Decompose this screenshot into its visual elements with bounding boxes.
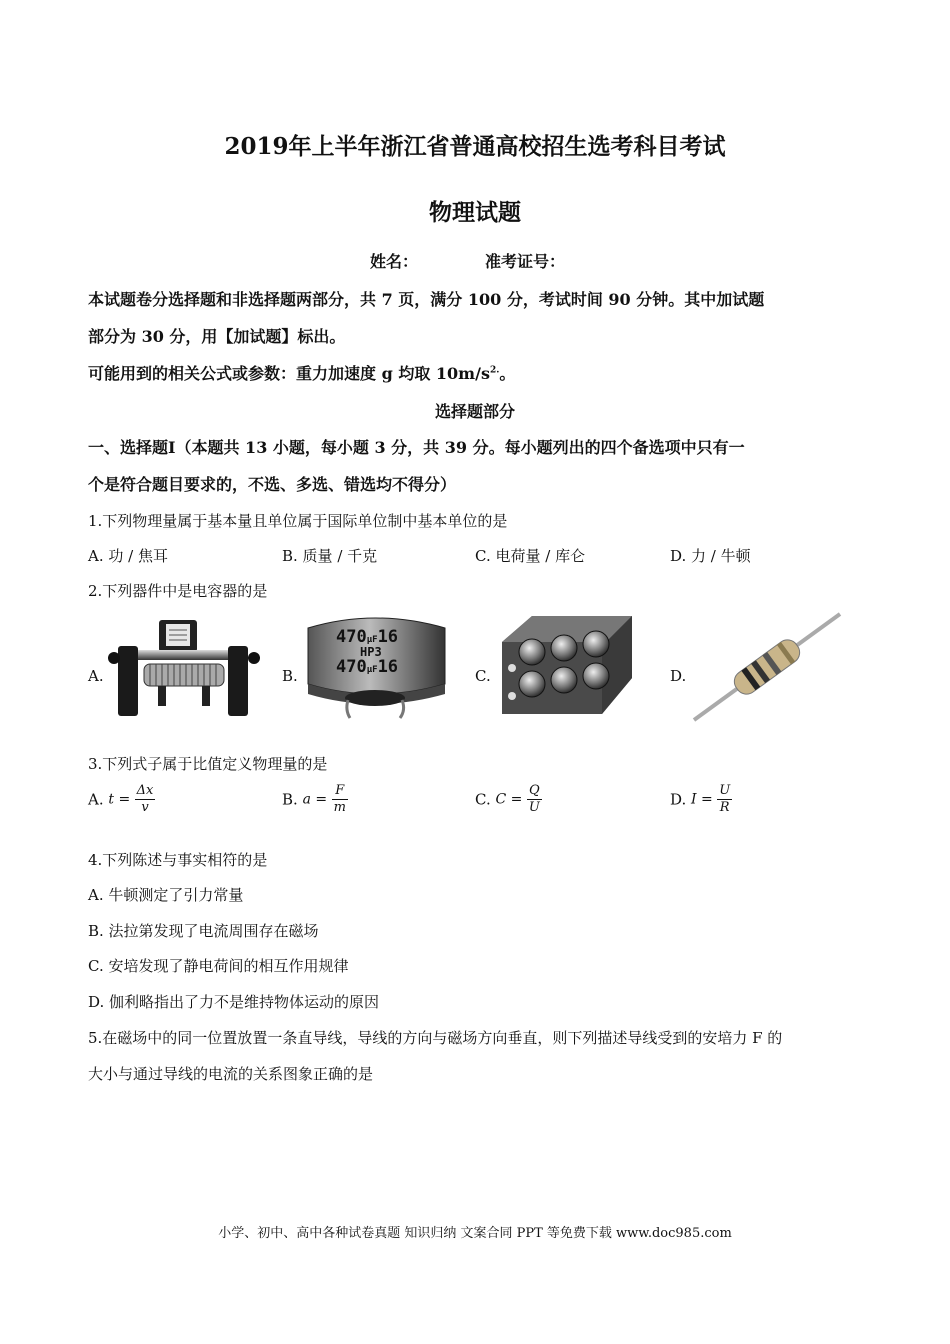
q4-option-b: B. 法拉第发现了电流周围存在磁场 (88, 922, 319, 940)
capacitor-label-top: 470μF16 (336, 627, 399, 647)
q5-stem-line-2: 大小与通过导线的电流的关系图象正确的是 (88, 1065, 374, 1083)
q1-option-b: B. 质量 / 千克 (282, 547, 378, 565)
exam-id-label: 准考证号： (485, 252, 566, 271)
resistance-box-image (492, 612, 642, 722)
q1-option-c: C. 电荷量 / 库仑 (475, 547, 586, 565)
capacitor-label-bottom: 470μF16 (336, 657, 399, 677)
q3-option-c: C. C = $\frac{Q}{U}$ (475, 783, 540, 815)
part1-instructions-1: 一、选择题Ⅰ（本题共 13 小题，每小题 3 分，共 39 分。每小题列出的四个备选项中只有一 (88, 438, 745, 457)
q3-option-d: D. I = $\frac{U}{R}$ (670, 783, 731, 815)
intro-line-3-sup: 2. (489, 365, 500, 376)
q1-option-a: A. 功 / 焦耳 (88, 547, 168, 565)
q3-label-d: D. (670, 790, 687, 809)
q3-option-b: B. a = $\frac{F}{m}$ (282, 783, 346, 815)
name-label: 姓名： (370, 252, 419, 271)
exam-subtitle: 物理试题 (429, 199, 521, 226)
page-footer: 小学、初中、高中各种试卷真题 知识归纳 文案合同 PPT 等免费下载 www.doc985.com (218, 1226, 732, 1241)
exam-title: 2019年上半年浙江省普通高校招生选考科目考试 (224, 133, 726, 160)
q3-formula-b-fraction: $\frac{F}{m}$ (333, 783, 346, 815)
intro-line-3-main: 可能用到的相关公式或参数：重力加速度 g 均取 10m/s (88, 364, 490, 383)
q3-label-b: B. (282, 790, 298, 809)
intro-line-2: 部分为 30 分，用【加试题】标出。 (88, 327, 346, 346)
q2-label-c: C. (475, 667, 491, 685)
q3-formula-d-fraction: $\frac{U}{R}$ (719, 783, 731, 815)
q3-label-a: A. (88, 790, 104, 809)
q3-stem: 3.下列式子属于比值定义物理量的是 (88, 755, 328, 773)
q3-formula-c-lhs: C (495, 791, 507, 808)
rheostat-image (104, 612, 264, 722)
q3-formula-a-lhs: t (108, 791, 115, 808)
capacitor-mark: HP3 (360, 645, 382, 659)
q5-stem-line-1: 5.在磁场中的同一位置放置一条直导线，导线的方向与磁场方向垂直，则下列描述导线受到的安培力 F 的 (88, 1029, 783, 1047)
q2-label-a: A. (88, 667, 104, 685)
resistor-image (690, 610, 845, 725)
q3-option-a: A. t = $\frac{\Delta x}{v}$ (88, 783, 154, 815)
intro-line-3-end: 。 (499, 364, 516, 383)
part1-instructions-2: 个是符合题目要求的，不选、多选、错选均不得分） (88, 475, 457, 494)
q3-formula-a-fraction: $\frac{\Delta x}{v}$ (136, 783, 154, 815)
intro-line-3 (88, 361, 515, 384)
intro-line-1: 本试题卷分选择题和非选择题两部分，共 7 页，满分 100 分，考试时间 90 分钟。其中加试题 (88, 290, 765, 309)
q2-label-b: B. (282, 667, 298, 685)
section-heading: 选择题部分 (434, 402, 515, 421)
q2-label-d: D. (670, 667, 687, 685)
q1-option-d: D. 力 / 牛顿 (670, 547, 751, 565)
q4-option-a: A. 牛顿测定了引力常量 (88, 886, 244, 904)
q4-option-c: C. 安培发现了静电荷间的相互作用规律 (88, 957, 349, 975)
q3-formula-d-lhs: I (691, 791, 697, 808)
q3-formula-c-fraction: $\frac{Q}{U}$ (528, 783, 540, 815)
q1-stem: 1.下列物理量属于基本量且单位属于国际单位制中基本单位的是 (88, 512, 508, 530)
q4-option-d: D. 伽利略指出了力不是维持物体运动的原因 (88, 993, 380, 1011)
q3-formula-b-lhs: a (302, 791, 311, 808)
q3-label-c: C. (475, 790, 491, 809)
capacitor-image (300, 610, 450, 722)
q2-stem: 2.下列器件中是电容器的是 (88, 582, 268, 600)
q4-stem: 4.下列陈述与事实相符的是 (88, 851, 268, 869)
